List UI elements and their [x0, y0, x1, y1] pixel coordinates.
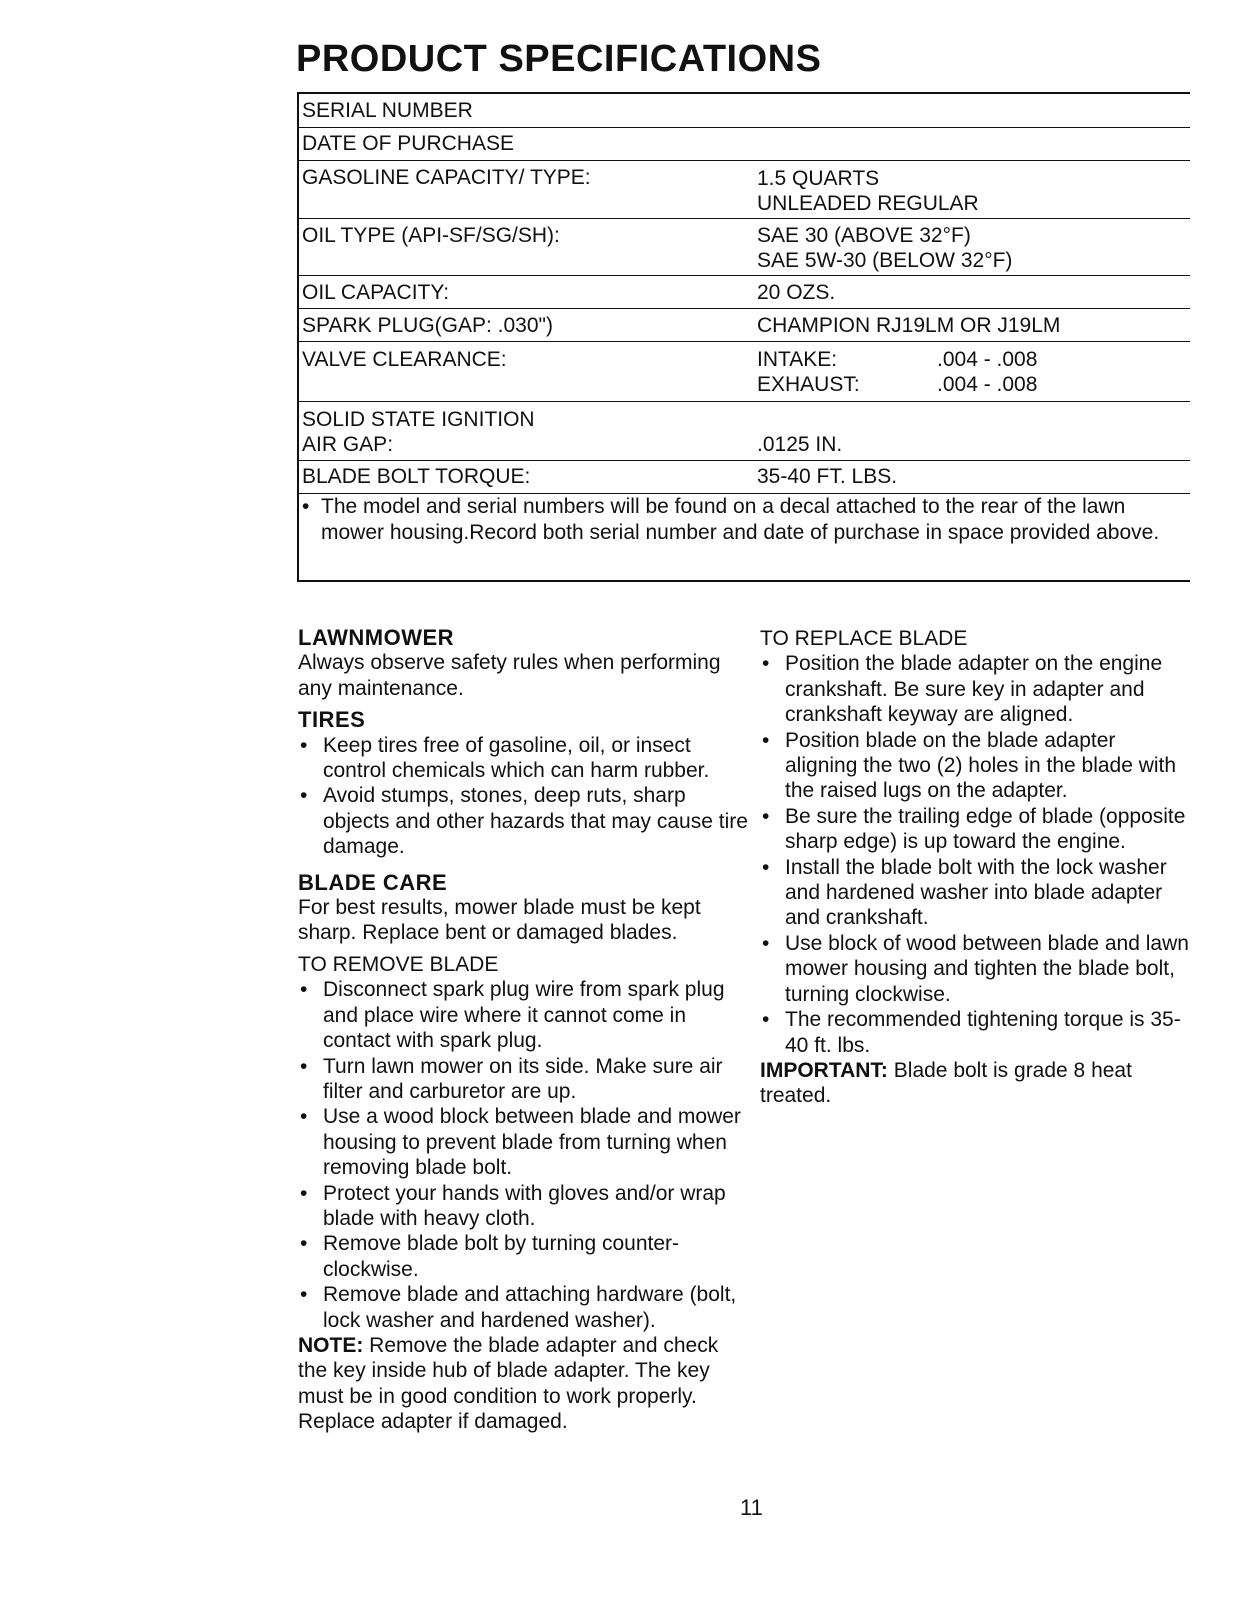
gasoline-label: GASOLINE CAPACITY/ TYPE: — [302, 166, 591, 189]
list-item: • Keep tires free of gasoline, oil, or insect control chemicals which can harm rubber. — [298, 733, 748, 784]
spec-row-gasoline — [299, 160, 1190, 219]
air-gap-value: .0125 IN. — [757, 433, 843, 456]
list-item: • Turn lawn mower on its side. Make sure air filter and carburetor are up. — [298, 1054, 748, 1105]
note-label: NOTE: — [298, 1333, 364, 1357]
list-item: • Disconnect spark plug wire from spark plug and place wire where it cannot come in contact with spark plug. — [298, 977, 748, 1053]
left-column — [298, 625, 748, 1435]
note-paragraph — [298, 1333, 748, 1435]
remove-blade-heading: TO REMOVE BLADE — [298, 952, 499, 976]
spec-row-spark-plug — [299, 308, 1190, 342]
lawnmower-heading: LAWNMOWER — [298, 625, 455, 650]
ignition-label: SOLID STATE IGNITION — [302, 408, 535, 431]
oil-capacity-label: OIL CAPACITY: — [302, 281, 450, 304]
spec-row-valve-clearance — [299, 341, 1190, 402]
valve-clearance-label: VALVE CLEARANCE: — [302, 348, 507, 371]
note-body: Remove the blade adapter and check the key inside hub of blade adapter. The key must be in good condition to work properly. Replace adapter if damaged. — [298, 1333, 719, 1434]
oil-type-value-above: SAE 30 (ABOVE 32°F) — [757, 224, 971, 247]
oil-type-label: OIL TYPE (API-SF/SG/SH): — [302, 224, 560, 247]
remove-blade-list — [298, 977, 748, 1333]
note-text: The model and serial numbers will be found on a decal attached to the rear of the lawn mower housing.Record both serial number and date of purchase in space provided above. — [321, 495, 1160, 544]
list-item: • Avoid stumps, stones, deep ruts, sharp objects and other hazards that may cause tire damage. — [298, 783, 748, 859]
valve-exhaust-label: EXHAUST: — [757, 373, 860, 396]
date-of-purchase-label: DATE OF PURCHASE — [302, 132, 514, 155]
important-paragraph — [760, 1058, 1190, 1109]
gasoline-value-quantity: 1.5 QUARTS — [757, 167, 880, 190]
air-gap-label: AIR GAP: — [302, 433, 394, 456]
spec-row-oil-type — [299, 218, 1190, 276]
page-title: PRODUCT SPECIFICATIONS — [296, 38, 822, 80]
list-item: • Protect your hands with gloves and/or wrap blade with heavy cloth. — [298, 1181, 748, 1232]
list-item: • Use block of wood between blade and lawn mower housing and tighten the blade bolt, turning clockwise. — [760, 931, 1190, 1007]
tires-list — [298, 733, 748, 860]
spark-plug-label: SPARK PLUG(GAP: .030") — [302, 314, 553, 337]
important-body: Blade bolt is grade 8 heat treated. — [760, 1058, 1132, 1108]
lawnmower-text: Always observe safety rules when performing any maintenance. — [298, 651, 721, 700]
list-item: • Use a wood block between blade and mower housing to prevent blade from turning when removing blade bolt. — [298, 1104, 748, 1180]
list-item: • Remove blade bolt by turning counter-clockwise. — [298, 1231, 748, 1282]
serial-number-label: SERIAL NUMBER — [302, 99, 473, 122]
tires-heading: TIRES — [298, 707, 366, 733]
spec-row-date-of-purchase — [299, 127, 1190, 161]
list-item: • Be sure the trailing edge of blade (opposite sharp edge) is up toward the engine. — [760, 804, 1190, 855]
blade-care-heading: BLADE CARE — [298, 869, 448, 895]
spec-note — [302, 494, 1182, 546]
blade-care-text: For best results, mower blade must be kept sharp. Replace bent or damaged blades. — [298, 896, 701, 945]
spark-plug-value: CHAMPION RJ19LM OR J19LM — [757, 314, 1061, 337]
list-item: • Position the blade adapter on the engine crankshaft. Be sure key in adapter and crankshaft keyway are aligned. — [760, 651, 1190, 727]
specifications-table — [297, 92, 1190, 582]
note-bullet: • — [302, 495, 310, 518]
list-item: • Position blade on the blade adapter aligning the two (2) holes in the blade with the raised lugs on the adapter. — [760, 728, 1190, 804]
list-item: • The recommended tightening torque is 35-40 ft. lbs. — [760, 1007, 1190, 1058]
valve-exhaust-value: .004 - .008 — [937, 373, 1038, 396]
gasoline-value-type: UNLEADED REGULAR — [757, 192, 979, 215]
valve-intake-label: INTAKE: — [757, 348, 838, 371]
right-column — [760, 626, 1190, 1109]
oil-capacity-value: 20 OZS. — [757, 281, 836, 304]
spec-row-oil-capacity — [299, 275, 1190, 309]
oil-type-value-below: SAE 5W-30 (BELOW 32°F) — [757, 249, 1013, 272]
blade-bolt-torque-label: BLADE BOLT TORQUE: — [302, 465, 531, 488]
page-number: 11 — [740, 1495, 763, 1520]
spec-row-serial-number — [299, 94, 1190, 127]
valve-intake-value: .004 - .008 — [937, 348, 1038, 371]
replace-blade-heading: TO REPLACE BLADE — [760, 627, 968, 650]
spec-row-blade-bolt-torque — [299, 460, 1190, 494]
list-item: • Remove blade and attaching hardware (bolt, lock washer and hardened washer). — [298, 1282, 748, 1333]
spec-row-ignition — [299, 401, 1190, 461]
important-label: IMPORTANT: — [760, 1058, 888, 1082]
list-item: • Install the blade bolt with the lock washer and hardened washer into blade adapter and crankshaft. — [760, 855, 1190, 931]
blade-bolt-torque-value: 35-40 FT. LBS. — [757, 465, 898, 488]
replace-blade-list — [760, 651, 1190, 1058]
